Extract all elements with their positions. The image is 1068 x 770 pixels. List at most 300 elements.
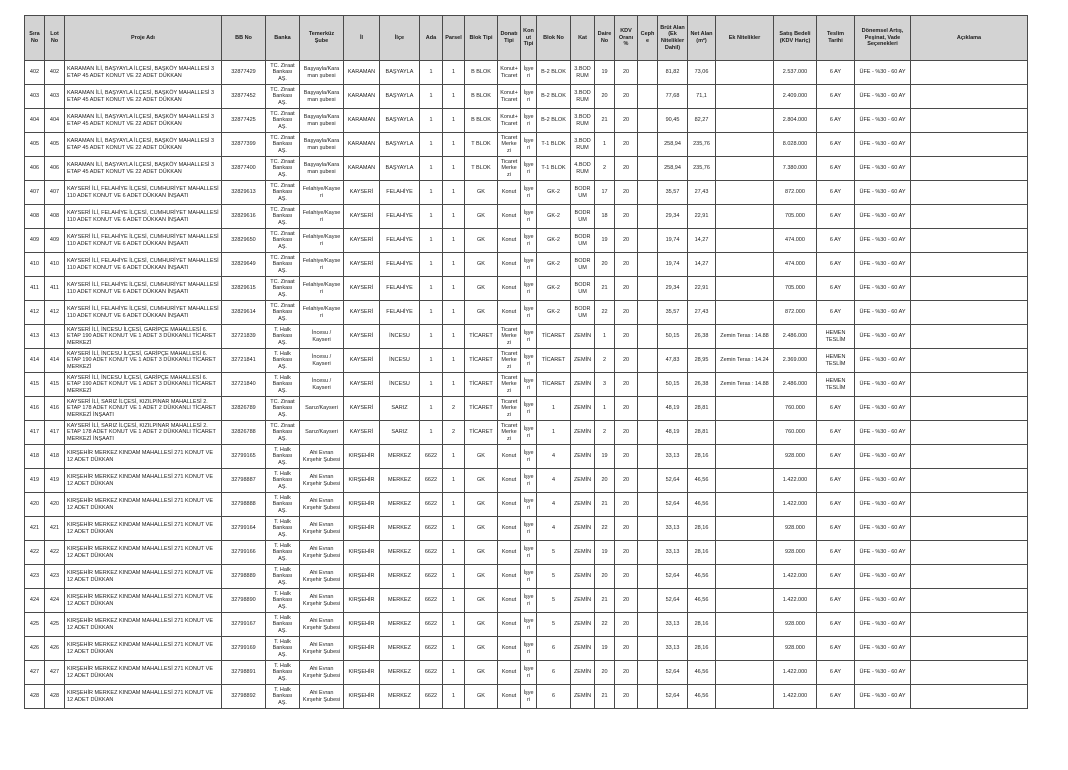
- table-cell: 1: [443, 133, 465, 157]
- table-cell: KARAMAN İLİ, BAŞYAYLA İLÇESİ, BAŞKÖY MAHALLESİ 3 ETAP 45 ADET KONUT VE 22 ADET DÜKKAN: [65, 157, 222, 181]
- table-cell: 20: [615, 133, 638, 157]
- table-cell: 32799169: [222, 637, 266, 661]
- table-cell: 1: [443, 541, 465, 565]
- table-cell: 6 AY: [817, 229, 855, 253]
- table-cell: GK: [465, 589, 498, 613]
- table-cell: GK: [465, 205, 498, 229]
- table-cell: 32799167: [222, 613, 266, 637]
- table-cell: 421: [45, 517, 65, 541]
- table-cell: 32799166: [222, 541, 266, 565]
- table-cell: GK-2: [537, 229, 571, 253]
- table-cell: [716, 565, 774, 589]
- table-cell: [716, 85, 774, 109]
- table-cell: 20: [615, 181, 638, 205]
- table-cell: ÜFE - %30 - 60 AY: [855, 301, 911, 325]
- table-row: [25, 517, 1028, 541]
- table-row: [25, 493, 1028, 517]
- table-cell: [638, 157, 658, 181]
- table-cell: İşyeri: [521, 589, 537, 613]
- table-cell: T. Halk Bankası AŞ.: [266, 661, 300, 685]
- table-cell: 20: [615, 637, 638, 661]
- table-cell: 404: [25, 109, 45, 133]
- table-cell: [911, 661, 1028, 685]
- table-cell: 20: [595, 565, 615, 589]
- table-cell: 6 AY: [817, 205, 855, 229]
- table-cell: FELAHİYE: [380, 229, 420, 253]
- table-cell: [638, 661, 658, 685]
- table-cell: Konut: [498, 685, 521, 709]
- table-body: [25, 61, 1028, 709]
- table-cell: 417: [45, 421, 65, 445]
- table-cell: 872.000: [774, 301, 817, 325]
- table-cell: İşyeri: [521, 421, 537, 445]
- table-cell: 2.486.000: [774, 373, 817, 397]
- column-header: Temerküz Şube: [300, 16, 344, 61]
- table-cell: KIRŞEHİR: [344, 589, 380, 613]
- table-cell: KIRŞEHİR MERKEZ KINDAM MAHALLESİ 271 KONUT VE 12 ADET DÜKKAN: [65, 541, 222, 565]
- table-cell: 6 AY: [817, 541, 855, 565]
- table-cell: Ahi Evran Kırşehir Şubesi: [300, 613, 344, 637]
- table-cell: KIRŞEHİR MERKEZ KINDAM MAHALLESİ 271 KONUT VE 12 ADET DÜKKAN: [65, 493, 222, 517]
- table-cell: 6: [537, 637, 571, 661]
- table-cell: 20: [615, 589, 638, 613]
- table-cell: 3.BODRUM: [571, 133, 595, 157]
- table-cell: KAYSERİ: [344, 397, 380, 421]
- table-cell: 7.380.000: [774, 157, 817, 181]
- column-header: Dönemsel Artış, Peşinat, Vade Seçenekleri: [855, 16, 911, 61]
- table-row: [25, 445, 1028, 469]
- table-cell: SARIZ: [380, 397, 420, 421]
- table-cell: KIRŞEHİR MERKEZ KINDAM MAHALLESİ 271 KONUT VE 12 ADET DÜKKAN: [65, 685, 222, 709]
- table-cell: 1: [443, 685, 465, 709]
- table-cell: 32798889: [222, 565, 266, 589]
- table-cell: 418: [25, 445, 45, 469]
- table-cell: 1: [420, 133, 443, 157]
- table-cell: 1: [420, 421, 443, 445]
- table-cell: GK: [465, 493, 498, 517]
- table-cell: 1: [420, 85, 443, 109]
- column-header: Satış Bedeli (KDV Hariç): [774, 16, 817, 61]
- table-cell: Konut: [498, 229, 521, 253]
- table-cell: 35,57: [658, 301, 688, 325]
- table-cell: Ahi Evran Kırşehir Şubesi: [300, 685, 344, 709]
- table-cell: FELAHİYE: [380, 205, 420, 229]
- table-cell: 1: [443, 181, 465, 205]
- table-cell: [716, 229, 774, 253]
- table-cell: 35,57: [658, 181, 688, 205]
- table-cell: [638, 133, 658, 157]
- table-cell: [716, 421, 774, 445]
- table-cell: 20: [615, 349, 638, 373]
- table-cell: GK: [465, 685, 498, 709]
- table-cell: İşyeri: [521, 109, 537, 133]
- table-cell: [911, 397, 1028, 421]
- table-cell: TC. Ziraat Bankası AŞ.: [266, 277, 300, 301]
- table-cell: Zemin Teras : 14.88: [716, 373, 774, 397]
- column-header: Brüt Alan (Ek Nitelikler Dahil): [658, 16, 688, 61]
- table-cell: 32798887: [222, 469, 266, 493]
- table-cell: 5: [537, 613, 571, 637]
- table-cell: 20: [615, 517, 638, 541]
- table-cell: T-1 BLOK: [537, 133, 571, 157]
- table-cell: Başyayla/Karaman şubesi: [300, 61, 344, 85]
- table-cell: 6622: [420, 445, 443, 469]
- table-cell: 32826789: [222, 397, 266, 421]
- table-cell: 3: [595, 373, 615, 397]
- table-cell: 6 AY: [817, 445, 855, 469]
- table-cell: KAYSERİ: [344, 253, 380, 277]
- table-cell: ÜFE - %30 - 60 AY: [855, 253, 911, 277]
- table-cell: 6 AY: [817, 85, 855, 109]
- table-cell: 19: [595, 541, 615, 565]
- table-cell: İNCESU: [380, 373, 420, 397]
- table-cell: 29,34: [658, 277, 688, 301]
- table-row: [25, 301, 1028, 325]
- table-cell: T BLOK: [465, 157, 498, 181]
- table-cell: 32829613: [222, 181, 266, 205]
- table-cell: 1.422.000: [774, 661, 817, 685]
- table-cell: KIRŞEHİR: [344, 517, 380, 541]
- table-cell: TİCARET: [465, 349, 498, 373]
- table-cell: Ticaret Merkezi: [498, 133, 521, 157]
- table-cell: Konut: [498, 517, 521, 541]
- table-cell: 427: [45, 661, 65, 685]
- table-cell: 258,94: [658, 157, 688, 181]
- table-cell: KIRŞEHİR: [344, 565, 380, 589]
- table-cell: 1: [443, 109, 465, 133]
- table-cell: 52,64: [658, 661, 688, 685]
- table-cell: 2: [595, 157, 615, 181]
- table-cell: MERKEZ: [380, 637, 420, 661]
- table-row: [25, 637, 1028, 661]
- table-cell: 928.000: [774, 613, 817, 637]
- table-cell: 1: [420, 325, 443, 349]
- table-cell: Ahi Evran Kırşehir Şubesi: [300, 661, 344, 685]
- table-cell: 423: [45, 565, 65, 589]
- table-cell: 20: [595, 253, 615, 277]
- table-cell: 77,68: [658, 85, 688, 109]
- table-cell: 4.BODRUM: [571, 157, 595, 181]
- table-cell: 408: [25, 205, 45, 229]
- table-cell: B-2 BLOK: [537, 85, 571, 109]
- table-cell: B BLOK: [465, 85, 498, 109]
- table-cell: [638, 685, 658, 709]
- table-cell: 1: [420, 373, 443, 397]
- table-cell: 760.000: [774, 421, 817, 445]
- table-row: [25, 133, 1028, 157]
- table-cell: 46,56: [688, 565, 716, 589]
- table-cell: 20: [615, 229, 638, 253]
- table-cell: 1: [420, 253, 443, 277]
- table-cell: 402: [45, 61, 65, 85]
- table-cell: 32829650: [222, 229, 266, 253]
- table-cell: KAYSERİ İLİ, FELAHİYE İLÇESİ, CUMHURİYET MAHALLESİ 110 ADET KONUT VE 6 ADET DÜKKAN İNŞAATI: [65, 301, 222, 325]
- table-cell: [716, 397, 774, 421]
- column-header: Donatı Tipi: [498, 16, 521, 61]
- table-cell: KARAMAN: [344, 109, 380, 133]
- table-cell: ZEMİN: [571, 589, 595, 613]
- table-cell: TC. Ziraat Bankası AŞ.: [266, 61, 300, 85]
- table-cell: [911, 421, 1028, 445]
- table-cell: T. Halk Bankası AŞ.: [266, 373, 300, 397]
- table-cell: 6 AY: [817, 469, 855, 493]
- column-header: Ek Nitelikler: [716, 16, 774, 61]
- table-cell: GK-2: [537, 253, 571, 277]
- table-cell: [911, 157, 1028, 181]
- table-cell: ÜFE - %30 - 60 AY: [855, 589, 911, 613]
- table-cell: 1: [443, 517, 465, 541]
- table-cell: 2: [595, 349, 615, 373]
- table-cell: 410: [25, 253, 45, 277]
- table-cell: MERKEZ: [380, 541, 420, 565]
- table-cell: 20: [615, 613, 638, 637]
- table-cell: 6 AY: [817, 181, 855, 205]
- table-cell: [911, 517, 1028, 541]
- table-cell: [911, 229, 1028, 253]
- table-cell: 6 AY: [817, 613, 855, 637]
- table-cell: 19,74: [658, 253, 688, 277]
- table-cell: 19: [595, 637, 615, 661]
- table-cell: Ahi Evran Kırşehir Şubesi: [300, 637, 344, 661]
- table-cell: 705.000: [774, 205, 817, 229]
- table-cell: Konut: [498, 589, 521, 613]
- table-cell: 1: [595, 397, 615, 421]
- table-row: [25, 325, 1028, 349]
- table-cell: İşyeri: [521, 205, 537, 229]
- table-cell: 3.BODRUM: [571, 85, 595, 109]
- table-cell: [638, 421, 658, 445]
- table-cell: BAŞYAYLA: [380, 109, 420, 133]
- table-cell: [911, 133, 1028, 157]
- table-cell: Zemin Teras : 14.24: [716, 349, 774, 373]
- table-row: [25, 469, 1028, 493]
- table-cell: 81,82: [658, 61, 688, 85]
- table-cell: 404: [45, 109, 65, 133]
- table-cell: TC. Ziraat Bankası AŞ.: [266, 301, 300, 325]
- table-cell: 1: [420, 181, 443, 205]
- table-cell: Konut: [498, 565, 521, 589]
- table-cell: Ticaret Merkezi: [498, 349, 521, 373]
- table-cell: 6 AY: [817, 517, 855, 541]
- table-cell: ÜFE - %30 - 60 AY: [855, 469, 911, 493]
- table-row: [25, 277, 1028, 301]
- column-header: Açıklama: [911, 16, 1028, 61]
- table-cell: Felahiye/Kayseri: [300, 229, 344, 253]
- table-cell: [638, 205, 658, 229]
- table-cell: 1: [443, 445, 465, 469]
- property-listing-table: [24, 15, 1028, 709]
- column-header: Net Alan (m²): [688, 16, 716, 61]
- table-cell: 20: [615, 109, 638, 133]
- table-cell: 6622: [420, 565, 443, 589]
- table-cell: 415: [45, 373, 65, 397]
- table-cell: 406: [25, 157, 45, 181]
- table-cell: ZEMİN: [571, 469, 595, 493]
- table-cell: İşyeri: [521, 349, 537, 373]
- table-cell: 48,19: [658, 397, 688, 421]
- table-cell: 20: [615, 565, 638, 589]
- table-cell: [638, 637, 658, 661]
- table-cell: 928.000: [774, 637, 817, 661]
- table-cell: [716, 517, 774, 541]
- table-cell: İşyeri: [521, 445, 537, 469]
- table-cell: Sarız/Kayseri: [300, 397, 344, 421]
- table-cell: [911, 181, 1028, 205]
- table-cell: ÜFE - %30 - 60 AY: [855, 565, 911, 589]
- table-cell: 5: [537, 589, 571, 613]
- table-cell: 235,76: [688, 157, 716, 181]
- table-cell: KAYSERİ: [344, 325, 380, 349]
- table-cell: İşyeri: [521, 157, 537, 181]
- table-cell: FELAHİYE: [380, 253, 420, 277]
- table-cell: KARAMAN: [344, 157, 380, 181]
- table-cell: Konut+ Ticaret: [498, 61, 521, 85]
- table-cell: Ahi Evran Kırşehir Şubesi: [300, 493, 344, 517]
- table-cell: 33,13: [658, 613, 688, 637]
- table-cell: İncesu / Kayseri: [300, 349, 344, 373]
- table-cell: GK: [465, 517, 498, 541]
- table-cell: KAYSERİ İLİ, SARIZ İLÇESİ, KIZILPINAR MAHALLESİ 2. ETAP 178 ADET KONUT VE 1 ADET 2 DÜKKANLI TİCARET MERKEZİ İNŞAATI: [65, 397, 222, 421]
- column-header: Daire No: [595, 16, 615, 61]
- table-cell: 32799165: [222, 445, 266, 469]
- table-cell: GK: [465, 613, 498, 637]
- table-cell: Konut: [498, 181, 521, 205]
- table-cell: [716, 301, 774, 325]
- table-cell: 20: [615, 85, 638, 109]
- table-cell: KAYSERİ: [344, 421, 380, 445]
- table-cell: [911, 325, 1028, 349]
- table-cell: B-2 BLOK: [537, 109, 571, 133]
- table-cell: Ticaret Merkezi: [498, 421, 521, 445]
- table-cell: 20: [615, 373, 638, 397]
- table-cell: [638, 229, 658, 253]
- table-cell: GK: [465, 541, 498, 565]
- table-cell: [911, 541, 1028, 565]
- table-cell: 1: [420, 109, 443, 133]
- table-cell: 1.422.000: [774, 493, 817, 517]
- table-cell: ÜFE - %30 - 60 AY: [855, 373, 911, 397]
- table-cell: TC. Ziraat Bankası AŞ.: [266, 157, 300, 181]
- table-cell: Konut: [498, 301, 521, 325]
- table-row: [25, 565, 1028, 589]
- table-cell: KARAMAN İLİ, BAŞYAYLA İLÇESİ, BAŞKÖY MAHALLESİ 3 ETAP 45 ADET KONUT VE 22 ADET DÜKKAN: [65, 61, 222, 85]
- table-cell: GK: [465, 637, 498, 661]
- table-cell: Ticaret Merkezi: [498, 325, 521, 349]
- table-cell: Konut+ Ticaret: [498, 109, 521, 133]
- table-cell: BAŞYAYLA: [380, 85, 420, 109]
- table-cell: 28,81: [688, 397, 716, 421]
- table-cell: 2.369.000: [774, 349, 817, 373]
- table-cell: 411: [45, 277, 65, 301]
- table-cell: ÜFE - %30 - 60 AY: [855, 493, 911, 517]
- table-cell: [716, 109, 774, 133]
- table-cell: Felahiye/Kayseri: [300, 253, 344, 277]
- table-cell: 4: [537, 493, 571, 517]
- table-cell: 928.000: [774, 517, 817, 541]
- table-cell: [716, 493, 774, 517]
- table-cell: KAYSERİ İLİ, FELAHİYE İLÇESİ, CUMHURİYET MAHALLESİ 110 ADET KONUT VE 6 ADET DÜKKAN İNŞAATI: [65, 277, 222, 301]
- table-cell: 1.422.000: [774, 469, 817, 493]
- table-cell: 26,38: [688, 373, 716, 397]
- table-cell: GK: [465, 229, 498, 253]
- table-cell: FELAHİYE: [380, 301, 420, 325]
- table-cell: [716, 541, 774, 565]
- table-cell: GK-2: [537, 301, 571, 325]
- table-cell: [716, 157, 774, 181]
- table-cell: 4: [537, 445, 571, 469]
- table-cell: 20: [615, 421, 638, 445]
- table-cell: [716, 445, 774, 469]
- table-cell: [911, 205, 1028, 229]
- table-cell: [638, 253, 658, 277]
- table-row: [25, 109, 1028, 133]
- table-cell: FELAHİYE: [380, 181, 420, 205]
- table-cell: 6 AY: [817, 661, 855, 685]
- table-cell: ÜFE - %30 - 60 AY: [855, 613, 911, 637]
- table-cell: 28,16: [688, 637, 716, 661]
- table-cell: KIRŞEHİR: [344, 541, 380, 565]
- table-cell: 423: [25, 565, 45, 589]
- table-cell: 412: [25, 301, 45, 325]
- table-cell: 6 AY: [817, 421, 855, 445]
- table-cell: 5: [537, 565, 571, 589]
- table-row: [25, 61, 1028, 85]
- table-cell: 6: [537, 661, 571, 685]
- table-cell: T. Halk Bankası AŞ.: [266, 613, 300, 637]
- table-cell: 2: [595, 421, 615, 445]
- column-header: İlçe: [380, 16, 420, 61]
- table-cell: MERKEZ: [380, 445, 420, 469]
- table-cell: GK: [465, 469, 498, 493]
- table-cell: 20: [595, 469, 615, 493]
- table-cell: 419: [25, 469, 45, 493]
- table-cell: 426: [25, 637, 45, 661]
- table-cell: GK-2: [537, 205, 571, 229]
- table-cell: 6 AY: [817, 493, 855, 517]
- table-cell: 426: [45, 637, 65, 661]
- table-cell: KIRŞEHİR MERKEZ KINDAM MAHALLESİ 271 KONUT VE 12 ADET DÜKKAN: [65, 565, 222, 589]
- table-cell: 405: [25, 133, 45, 157]
- table-cell: 407: [45, 181, 65, 205]
- table-cell: 1: [443, 493, 465, 517]
- table-row: [25, 541, 1028, 565]
- table-cell: ZEMİN: [571, 325, 595, 349]
- column-header: Blok Tipi: [465, 16, 498, 61]
- table-cell: 1: [443, 613, 465, 637]
- table-cell: [638, 589, 658, 613]
- table-cell: İşyeri: [521, 541, 537, 565]
- table-cell: İşyeri: [521, 133, 537, 157]
- table-cell: 414: [25, 349, 45, 373]
- table-cell: 46,56: [688, 469, 716, 493]
- table-cell: İşyeri: [521, 565, 537, 589]
- table-cell: 1: [420, 349, 443, 373]
- table-cell: KAYSERİ: [344, 181, 380, 205]
- table-cell: 52,64: [658, 493, 688, 517]
- table-cell: 6622: [420, 613, 443, 637]
- table-cell: ÜFE - %30 - 60 AY: [855, 157, 911, 181]
- table-cell: ZEMİN: [571, 349, 595, 373]
- table-cell: [638, 181, 658, 205]
- table-cell: Ticaret Merkezi: [498, 373, 521, 397]
- table-cell: FELAHİYE: [380, 277, 420, 301]
- table-cell: [911, 493, 1028, 517]
- table-cell: 235,76: [688, 133, 716, 157]
- table-cell: 32829649: [222, 253, 266, 277]
- table-cell: BODRUM: [571, 205, 595, 229]
- table-cell: Konut: [498, 637, 521, 661]
- column-header: Blok No: [537, 16, 571, 61]
